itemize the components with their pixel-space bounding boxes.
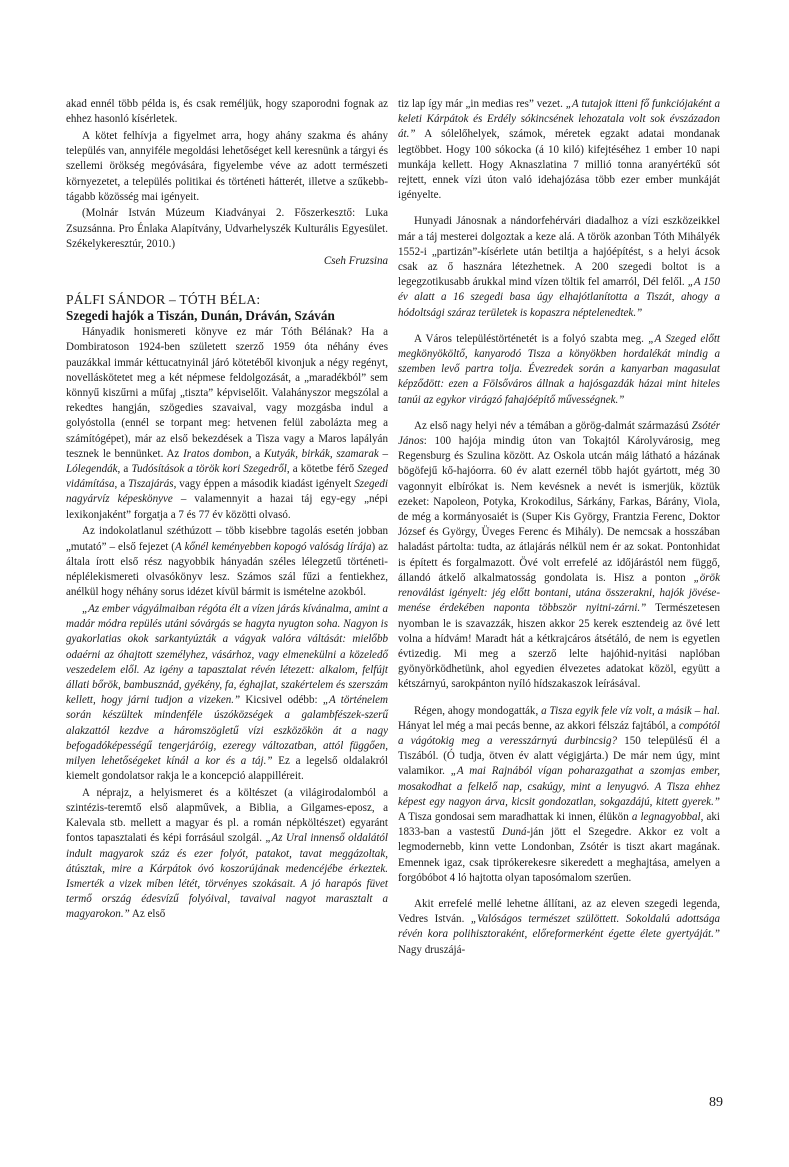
text: A Város településtörténetét is a folyó szabta meg. [414, 332, 649, 345]
italic-quote: „Az Ural innenső oldalától indult magyarok száz és ezer folyót, patakot, tavat meggázoltak, átúsztak, mire a Kárpátok óvó koszorújának medencéjébe érkeztek. Ismerték a vizek míben létét, törvényes szokásait. A jó harapós füvet termő ország édesvízű folyóival, tavaival nagyot marasztalt a magyarokon.” [66, 832, 389, 921]
text: Az indokolatlanul széthúzott – több kisebbre tagolás esetén jobban „mutató” – első fejezet ( [66, 525, 388, 553]
paragraph [66, 129, 388, 205]
text: A Tisza gondosai sem maradhattak ki innen, élükön [398, 810, 632, 823]
paragraph [66, 786, 388, 923]
paragraph [398, 332, 720, 408]
italic-quote: „A történelem során készültek mindenféle úszóközségek a galambfészek-szerű alakzattól kezdve a háromszögletű vízi eszközökön át a nagy befogadóképességű tengerjáróig, ezeregy változatban, attól függően, milyen lehetőségeket kínál a kor és a táj.” [66, 694, 388, 767]
italic-text: compótól a vágótokig meg a veresszárnyú durbincsig? [398, 719, 720, 747]
text: A néprajz, a helyismeret és a költészet (a világirodalomból a szintézis-teremtő első alapművek, a Biblia, a Gilgames-eposz, a Kalevala stb. mellett a magyar és pl. a román népköltészet) egyaránt fontos tapasztalati és képi forrásául szolgál. [66, 786, 388, 845]
text: Akit errefelé mellé lehetne állítani, az az eleven szegedi legenda, Vedres István. [398, 897, 720, 926]
text: Az első nagy helyi név a témában a görög-dalmát származású [414, 419, 692, 432]
italic-text: A kőnél keményebben kopogó valóság lírája [175, 540, 372, 553]
text: 150 településű él a Tiszából. (Ó tudja, ötven év alatt végigjárta.) De már nem úgy, mint valamikor. [398, 734, 721, 778]
italic-quote: „A Szeged előtt megkönyököltő, kanyarodó Tisza a könyökben hordalékát mindig a szemben levő partra tolja. Évezredek során a kanyarban magasulat képződött: ezen a Fölsőváros [398, 332, 720, 391]
text: : 100 hajója mindig úton van Tokajtól Károlyvárosig, meg Regensburg és Szulina között. Az Oskola utcán máig látható a házának bögöfejű kő-hajóorra. 60 év alatt ezernél több hajót gyártott, még 30 vagonnyit elbírókat is. Nem kevésnek a nevét is ismerjük, köztük ezeket: Napoleon, Potyka, Krokodilus, Sárkány, Farkas, Bárány, Viola, de még a kormányosaiét is (Super Kis György, Frantzia Ferenc, Doktor József és György, Üveges Ferenc és Mihály). De nemcsak a hosszában haladást pártolta: tudta, az átlajárás nélkül nem ér az sokat. Pontonhidat is épített és forgalmazott. Övé volt errefelé az időjárástól nem függő, állandó átkelő alkalmatosság gondolata is. Hisz a ponton [398, 435, 720, 584]
page-number: 89 [709, 1095, 723, 1110]
paragraph [398, 897, 720, 958]
italic-text: a Tisza egyik fele víz volt, a másik – hal. [541, 704, 720, 717]
italic-text: a legnagyobbal [631, 810, 701, 823]
book-title: Szegedi hajók a Tiszán, Dunán, Dráván, Száván [66, 307, 335, 323]
text: Kicsivel odébb: [240, 694, 323, 707]
citation [66, 206, 388, 252]
text: , vagy éppen a második kiadást igényelt [173, 478, 355, 491]
left-column [66, 97, 388, 924]
text: (Molnár István Múzeum Kiadványai 2. Főszerkesztő: Luka Zsuzsánna. Pro Énlaka Alapítvány, Udvarhelyszék Kulturális Egyesület. Székelykeresztúr, 2010.) [66, 207, 388, 250]
italic-quote: állnak a hajósgazdák házai mint hiteles tanúi az egykor virágzó fahajóépítő művességnek.” [398, 378, 720, 406]
italic-text: Tiszajárás [128, 478, 174, 491]
italic-quote: „Az ember vágyálmaiban régóta élt a vízen járás kívánalma, amint a madár módra repülés utáni sóvárgás se hagyta nyugton soha. Nagyon is gyakorlatias okok sarkantyúzták a vágyak valóra váltását: mielőbb odaérni az óhajtott személyhez, vásárhoz, vagy elmenekülni a közeledő veszedelem elől. Az igény a tapasztalat révén létezett: alkalom, felfújt állati bőrök, bambusznád, gyékény, fa, éghajlat, szakértelem és szerszám kellett, hogy járni tudjon a vizeken.” [66, 602, 388, 707]
italic-text: Iratos dombon [183, 447, 249, 460]
text: Ez a legelső oldalakról kiemelt gondolatsor rakja le a koncepció alappilléreit. [66, 754, 388, 783]
review-signature [66, 254, 388, 269]
italic-quote: „örök renoválást igényelt: jég előtt bontani, utána összerakni, hajók jövése-menése érdekében naponta többször nyitni-zárni.” [398, 571, 720, 615]
signature-text: Cseh Fruzsina [323, 254, 388, 267]
italic-text: Szegedi nagyárvíz képeskönyve [66, 478, 388, 506]
right-column [398, 97, 720, 959]
text: akad ennél több példa is, és csak reméljük, hogy szaporodni fognak az ehhez hasonló kísérletek. [66, 98, 388, 126]
italic-text: Tudósítások a török kori Szegedről [131, 463, 287, 476]
italic-text: Duná [502, 826, 527, 839]
paragraph [398, 214, 720, 320]
text: -ján jött el Szegedre. Akkor ez volt a legmodernebb, kinn vette Londonban, Zsótér is tiszt akart magának. Emennek igaz, csak tiprókerekesre sikeredett a meghajtása, amelyen a forgóbóbot 4 ló hajtotta olyan taposómalom szerűen. [398, 826, 720, 884]
paragraph [398, 419, 720, 693]
italic-quote: „Valóságos természet szülöttett. Sokoldalú adottsága révén kora polihisztoraként, előreformerként égette élete gyertyáját.” [398, 913, 721, 941]
text: ) az általa írott első rész nagyobbik hányadán széles lélegzetű történeti-néplélekismereti olvasókönyv lesz. Számos szál fűzi a fentiekhez, anélkül hogy néhány sorus idézet kívül bármit is ismételne azokból. [66, 540, 389, 599]
italic-quote: „A mai Rajnából vígan poharazgathat a szomjas ember, mosakodhat a felkelő nap, csakúgy, mint a lenyugvó. A Tisza ehhez képest egy nagyon árva, kicsit gondozatlan, sokgazdájú, kitett gyerek.” [398, 765, 721, 808]
text: A kötet felhívja a figyelmet arra, hogy ahány szakma és ahány település van, annyiféle megoldási lehetőséget kell keresnünk a tárgyi és szellemi örökség megóvására, figyelembe véve az adott természeti környezetet, a település politikai és történeti hátterét, illetve a szűkebb-tágabb közösség mai igényeit. [66, 129, 388, 203]
text: tiz lap így már „in medias res” vezet. [398, 98, 566, 110]
italic-quote: „A tutajok itteni fő funkciójaként a keleti Kárpátok és Erdély sókincsének lehozatala volt sok évszázadon át.” [398, 98, 720, 141]
paragraph [66, 325, 388, 523]
paragraph [66, 524, 388, 600]
text: Hányat lel még a mai pecás benne, az akkori félszáz fajtából, a [398, 719, 679, 732]
book-authors: PÁLFI SÁNDOR – TÓTH BÉLA: [66, 291, 261, 307]
text: Nagy druszájá- [398, 943, 466, 956]
italic-text: Kutyák, birkák, szamarak – Lólegendák [66, 447, 388, 476]
text: , a [248, 447, 264, 460]
paragraph [66, 97, 388, 127]
italic-text: Szeged vidámítása [66, 463, 388, 491]
text: , a [114, 478, 129, 491]
text: , aki 1833-ban a vastestű [398, 810, 720, 839]
text: Régen, ahogy mondogatták, [414, 704, 542, 717]
italic-text: Zsótér János [398, 419, 720, 448]
text: – valamennyit a hazai táj egy-egy „népi lexikonjaként” forgatja a 7 és 77 év közötti olvasó. [66, 493, 388, 521]
text: Az első [129, 908, 166, 921]
paragraph [66, 602, 388, 784]
text: Hunyadi Jánosnak a nándorfehérvári diadalhoz a vízi eszközeikkel már a táj mesterei dolgoztak a keze alá. A török azonban Tóth Mihályék 1552-i „partizán”-kísérlete után betiltja a hajóépítést, s a helyi ácsok csak az ő hasznára létezhetnek. A 200 szegedi boltot is a legegzotikusabb árukkal mind vízen töltik fel amarról, Dél felől. [398, 215, 720, 289]
text: Az [163, 447, 184, 460]
paragraph [398, 704, 720, 886]
review-heading [66, 291, 388, 325]
text: Hányadik honismereti könyve ez már Tóth Bélának? Ha a Dombiratoson 1924-ben született szerző 1959 óta néhány éves pauzákkal immár kéttucatnyinál járó kötetéből kivonjuk a négy regényt, novelláskötetet meg a két népmese feldolgozását, a „maradékból” sem könnyű kiszűrni a műfaj „tiszta” képviselőit. Valahányszor megszólal a rekedtes hangján, szögedies szavaival, vagy mozgásba indul a golyóstolla (ennél se torpant meg: hetvenen felül zabolázta meg a számítógépet), már az első bekezdések a Tisza vagy a Maros lapályán tesznek le bennünket. [66, 326, 388, 460]
italic-quote: „A 150 év alatt a 16 szegedi basa úgy elhajótlanította a Tiszát, ahogy a hódoltsági száraz területek is kopaszra néptelenedtek.” [398, 276, 720, 319]
text: , a [117, 463, 132, 476]
text: Természetesen nyomban le is szavazzák, hiszen akkor 25 kerek esztendeig az övé lett volna a hídvám! Maradt hát a kétkrajcáros átsétáló, de nem is egyetlen évtizedig. Mi meg a szerző lelte hajóhid-nyitási naplóban gyönyörködhetünk, ahol egyedien élvezetes adatokat közöl, együtt a kétszárnyú, sarokpánton nyíló hídszakaszok leírásával. [398, 602, 720, 691]
text: A sólelőhelyek, számok, méretek egzakt adatai mondanak legtöbbet. Hogy 100 sókocka (á 10 kiló) kifejtéséhez 1 ember 10 napi munkája kellett. Hogy Aknaszlatina 7 millió tonna aranyértékű sót rejtett, ennek vízi úton való idehajózása több ezer ember munkáját igényelte. [398, 128, 720, 202]
text: , a kötetbe férő [286, 463, 358, 476]
paragraph [398, 97, 720, 203]
